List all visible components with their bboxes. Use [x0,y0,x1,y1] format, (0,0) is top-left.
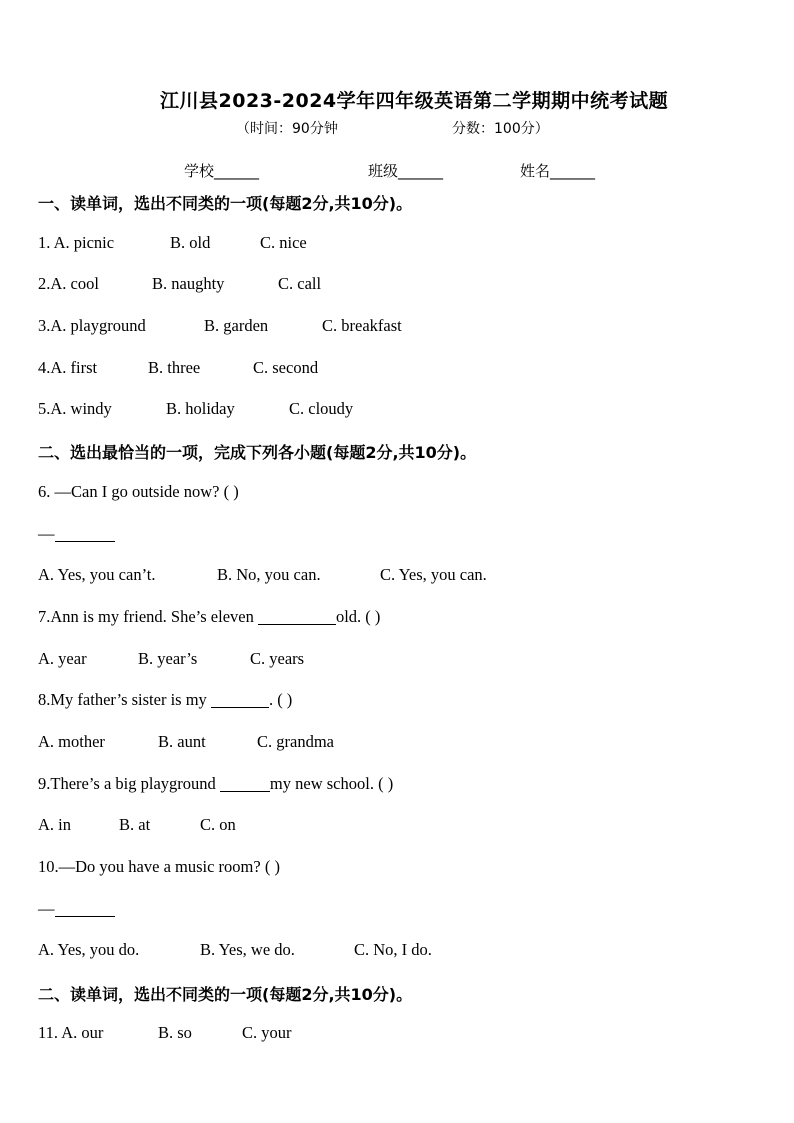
option-c: C. your [242,1023,292,1042]
option-c: C. grandma [257,732,334,751]
option-b: B. three [148,358,201,377]
exam-time: （时间：90分钟 [236,121,338,137]
stem-text: 8.My father’s sister is my [38,690,211,709]
option-c: C. second [253,358,319,377]
option-b: B. year’s [138,649,198,668]
exam-score: 分数：100分） [452,121,549,137]
section-heading: 一、读单词，选出不同类的一项(每题2分,共10分)。 [38,194,413,213]
option-b: B. so [158,1023,192,1042]
option-a: 3.A. playground [38,316,146,335]
option-b: B. naughty [152,274,225,293]
class-field-label: 班级______ [368,162,444,180]
question-stem [38,607,380,627]
option-a: 1. A. picnic [38,233,115,252]
option-b: B. No, you can. [217,565,321,584]
option-c: C. Yes, you can. [380,565,487,584]
option-a: 2.A. cool [38,274,99,293]
option-a: 5.A. windy [38,399,112,418]
question-stem [38,774,393,794]
option-c: C. years [250,649,305,668]
option-b: B. old [170,233,211,252]
answer-dash: — [38,524,55,543]
option-b: B. holiday [166,399,235,418]
option-a: A. Yes, you can’t. [38,565,156,584]
option-c: C. nice [260,233,307,252]
stem-text: . ( ) [268,690,293,709]
school-field-label: 学校______ [184,162,260,180]
option-a: 11. A. our [38,1023,104,1042]
option-a: A. in [38,815,71,834]
option-c: C. on [200,815,236,834]
option-c: C. breakfast [322,316,402,335]
stem-text: old. ( ) [335,607,381,626]
section-heading: 二、选出最恰当的一项，完成下列各小题(每题2分,共10分)。 [38,443,477,462]
option-a: 4.A. first [38,358,98,377]
option-c: C. call [278,274,322,293]
answer-blank [211,691,269,709]
answer-blank [258,608,336,626]
option-b: B. Yes, we do. [200,940,295,959]
page-title: 江川县2023-2024学年四年级英语第二学期期中统考试题 [160,90,669,112]
answer-line [38,524,115,544]
question-stem [38,690,292,710]
answer-dash: — [38,899,55,918]
option-c: C. No, I do. [354,940,432,959]
answer-blank [220,775,270,793]
answer-blank [55,900,115,918]
stem-text: my new school. ( ) [269,774,394,793]
option-c: C. cloudy [289,399,354,418]
question-stem: 6. —Can I go outside now? ( ) [38,482,239,501]
name-field-label: 姓名______ [520,162,596,180]
option-b: B. garden [204,316,269,335]
answer-line [38,899,115,919]
option-a: A. Yes, you do. [38,940,140,959]
stem-text: 7.Ann is my friend. She’s eleven [38,607,258,626]
section-heading: 二、读单词，选出不同类的一项(每题2分,共10分)。 [38,985,413,1004]
option-b: B. at [119,815,151,834]
option-b: B. aunt [158,732,206,751]
stem-text: 9.There’s a big playground [38,774,220,793]
answer-blank [55,525,115,543]
option-a: A. mother [38,732,105,751]
question-stem: 10.—Do you have a music room? ( ) [38,857,280,876]
option-a: A. year [38,649,87,668]
